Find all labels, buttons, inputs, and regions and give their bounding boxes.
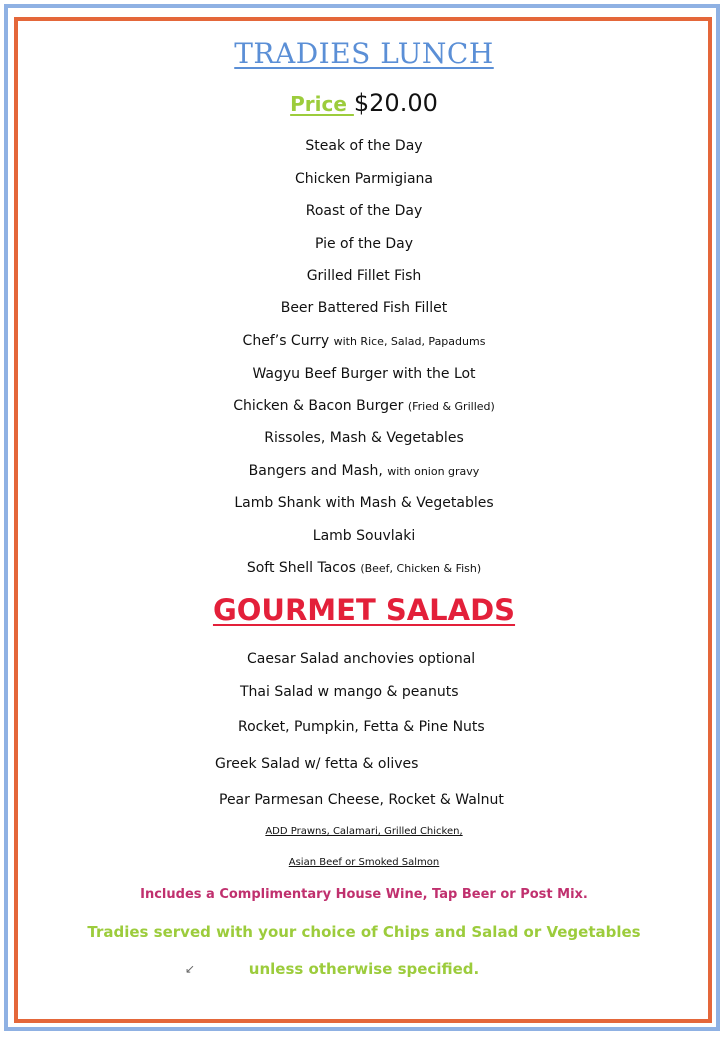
tradies-note-line: unless otherwise specified. <box>248 960 480 978</box>
tradies-note-line: Tradies served with your choice of Chips and Salad or Vegetables <box>87 923 641 941</box>
lunch-item: Bangers and Mash, with onion gravy <box>248 463 480 479</box>
lunch-item: Rissoles, Mash & Vegetables <box>264 430 464 446</box>
lunch-item: Beer Battered Fish Fillet <box>280 300 448 316</box>
addon-line: ADD Prawns, Calamari, Grilled Chicken, <box>265 826 463 837</box>
salads-heading: GOURMET SALADS <box>212 593 516 627</box>
price-label: Price <box>290 92 354 116</box>
price-line <box>0 89 728 117</box>
lunch-item: Pie of the Day <box>314 236 414 252</box>
lunch-item: Roast of the Day <box>305 203 423 219</box>
lunch-item: Soft Shell Tacos (Beef, Chicken & Fish) <box>246 560 482 576</box>
lunch-item: Chicken & Bacon Burger (Fried & Grilled) <box>233 398 495 414</box>
addon-line: Asian Beef or Smoked Salmon <box>288 857 440 868</box>
menu-title: TRADIES LUNCH <box>234 37 494 70</box>
salad-item: Pear Parmesan Cheese, Rocket & Walnut <box>219 792 504 808</box>
salad-item: Thai Salad w mango & peanuts <box>240 684 459 700</box>
pen-mark-icon: ↙ <box>185 962 196 976</box>
salad-item: Caesar Salad anchovies optional <box>247 651 476 667</box>
lunch-item: Grilled Fillet Fish <box>306 268 422 284</box>
includes-note: Includes a Complimentary House Wine, Tap Beer or Post Mix. <box>140 887 588 902</box>
inner-border <box>14 17 712 1023</box>
lunch-item: Chicken Parmigiana <box>294 171 434 187</box>
lunch-item: Steak of the Day <box>305 138 423 154</box>
salad-item: Greek Salad w/ fetta & olives <box>215 756 419 772</box>
lunch-item: Lamb Shank with Mash & Vegetables <box>234 495 494 511</box>
lunch-item: Wagyu Beef Burger with the Lot <box>252 366 476 382</box>
salad-item: Rocket, Pumpkin, Fetta & Pine Nuts <box>238 719 485 735</box>
lunch-item: Lamb Souvlaki <box>312 528 416 544</box>
lunch-item: Chef’s Curry with Rice, Salad, Papadums <box>242 333 486 349</box>
price-value: $20.00 <box>353 89 438 117</box>
